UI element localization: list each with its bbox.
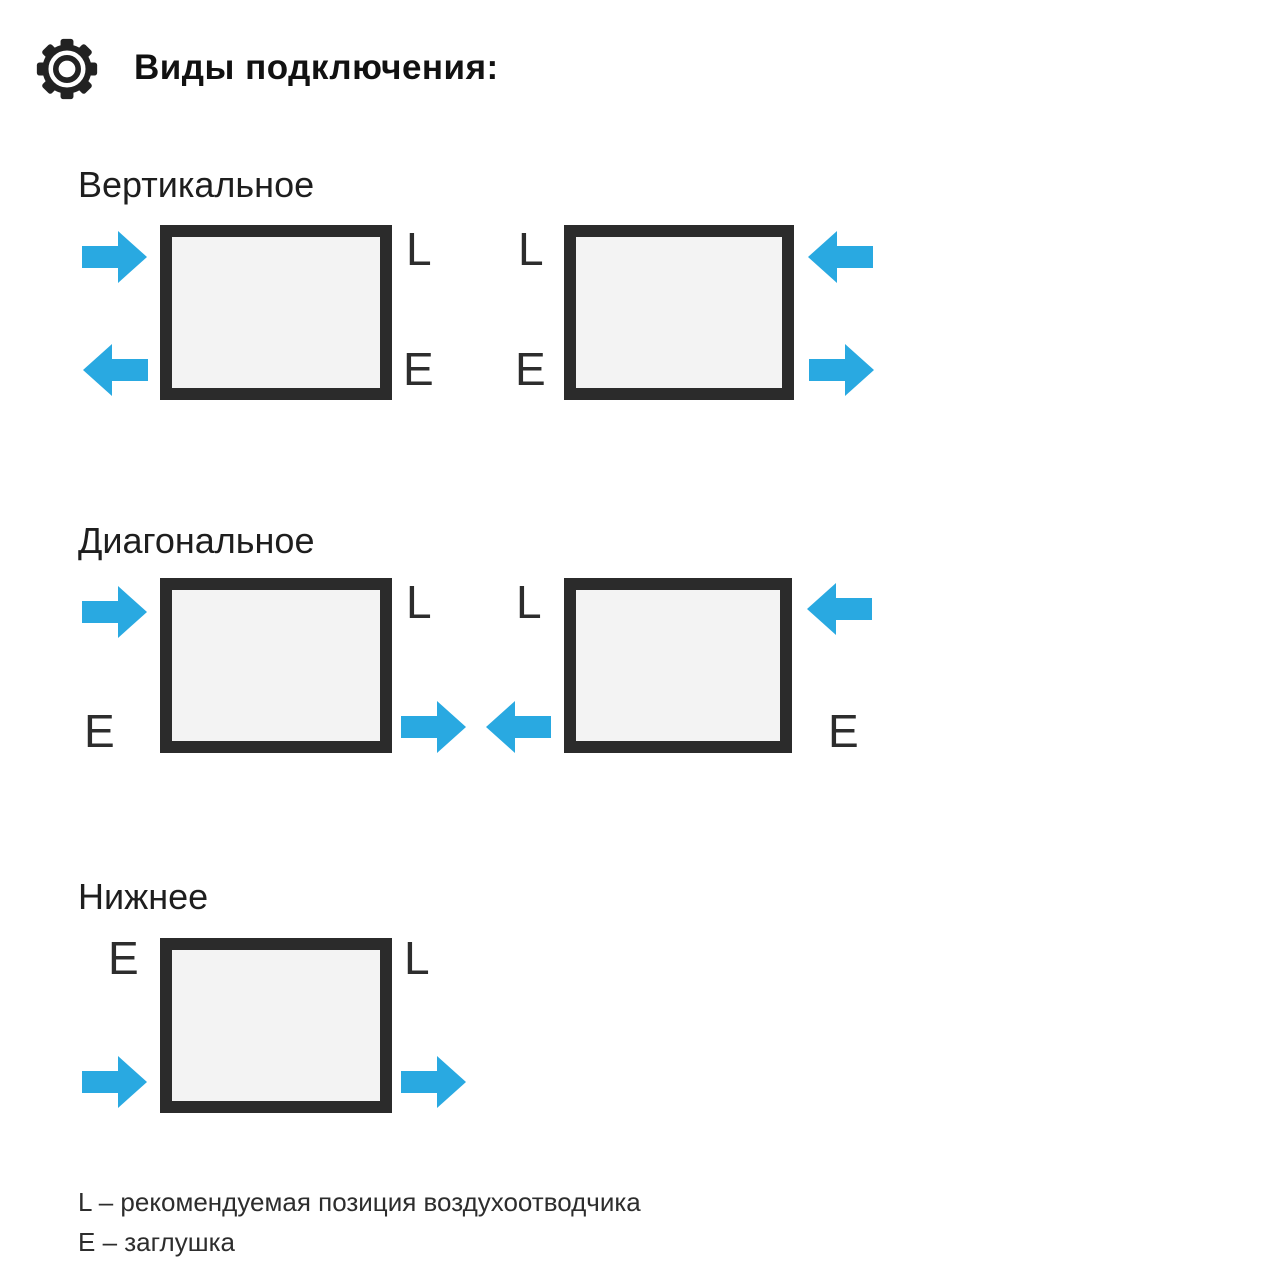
arrow-right-icon bbox=[401, 699, 467, 755]
port-letter-l: L bbox=[404, 932, 430, 984]
port-letter-e: E bbox=[515, 343, 546, 395]
arrow-left-icon bbox=[806, 581, 872, 637]
arrow-right-icon bbox=[82, 584, 148, 640]
port-letter-l: L bbox=[406, 223, 432, 275]
arrow-right-icon bbox=[82, 1054, 148, 1110]
port-letter-e: E bbox=[403, 343, 434, 395]
radiator-box bbox=[160, 225, 392, 400]
radiator-box bbox=[160, 578, 392, 753]
page-title: Виды подключения: bbox=[134, 48, 499, 87]
arrow-left-icon bbox=[485, 699, 551, 755]
gear-icon bbox=[36, 38, 98, 100]
port-letter-l: L bbox=[406, 576, 432, 628]
port-letter-e: E bbox=[828, 705, 859, 757]
section-label-bottom: Нижнее bbox=[78, 876, 209, 917]
port-letter-l: L bbox=[518, 223, 544, 275]
arrow-left-icon bbox=[82, 342, 148, 398]
radiator-box bbox=[564, 578, 792, 753]
legend-line-air-vent: L – рекомендуемая позиция воздухоотводчика bbox=[78, 1187, 641, 1217]
port-letter-e: E bbox=[84, 705, 115, 757]
legend-line-plug: E – заглушка bbox=[78, 1227, 235, 1257]
arrow-right-icon bbox=[401, 1054, 467, 1110]
section-label-vertical: Вертикальное bbox=[78, 164, 315, 205]
port-letter-l: L bbox=[516, 576, 542, 628]
radiator-box bbox=[564, 225, 794, 400]
legend bbox=[78, 1182, 641, 1262]
port-letter-e: E bbox=[108, 932, 139, 984]
arrow-right-icon bbox=[809, 342, 875, 398]
arrow-right-icon bbox=[82, 229, 148, 285]
arrow-left-icon bbox=[807, 229, 873, 285]
section-label-diagonal: Диагональное bbox=[78, 520, 315, 561]
radiator-box bbox=[160, 938, 392, 1113]
